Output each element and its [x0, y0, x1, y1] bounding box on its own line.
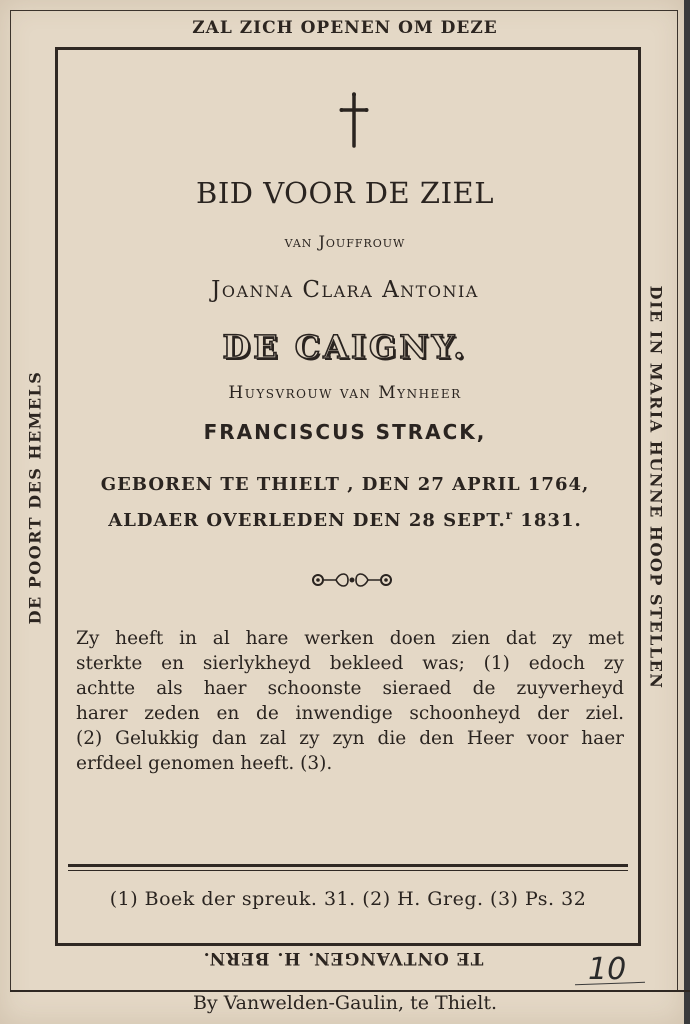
given-names: Joanna Clara Antonia — [211, 277, 479, 303]
line-van-jouffrouw: van Jouffrouw — [284, 232, 406, 251]
heading: BID VOOR DE ZIEL — [196, 176, 494, 210]
printer-imprint: By Vanwelden-Gaulin, te Thielt. — [192, 992, 498, 1014]
footnote-references: (1) Boek der spreuk. 31. (2) H. Greg. (3) Ps. 32 — [109, 888, 587, 910]
surname: DE CAIGNY. — [222, 328, 468, 366]
passage-line: achtte als haer schoonste sieraed de zuyverheyd — [76, 678, 624, 699]
passage-line: (2) Gelukkig dan zal zy zyn die den Heer voor haer — [76, 728, 624, 749]
border-text-right: DIE IN MARIA HUNNE HOOP STELLEN — [646, 285, 666, 690]
husband-name: FRANCISCUS STRACK, — [203, 420, 487, 444]
death-line-prefix: ALDAER OVERLEDEN DEN 28 SEPT. — [108, 510, 506, 531]
ornament-icon — [310, 570, 394, 590]
passage-line: harer zeden en de inwendige schoonheyd der ziel. — [76, 703, 624, 724]
passage-line: erfdeel genomen heeft. (3). — [76, 753, 333, 774]
death-line-year: 1831. — [513, 510, 582, 531]
border-text-bottom: TE ONTVANGEN. H. BERN. — [202, 948, 484, 968]
passage-line: Zy heeft in al hare werken doen zien dat zy met — [76, 628, 624, 649]
birth-line: GEBOREN TE THIELT , DEN 27 APRIL 1764, — [100, 474, 590, 495]
passage-line: sterkte en sierlykheyd bekleed was; (1) edoch zy — [76, 653, 624, 674]
divider-thin — [68, 870, 628, 871]
death-line — [55, 508, 635, 531]
wife-of-line: Huysvrouw van Mynheer — [228, 383, 462, 403]
death-line-superscript: r — [505, 508, 514, 522]
scripture-passage — [76, 626, 624, 776]
cross-icon — [336, 92, 372, 148]
border-text-left: DE POORT DES HEMELS — [25, 370, 45, 625]
handwritten-number: 10 — [588, 952, 627, 987]
divider-thick — [68, 864, 628, 867]
border-text-top: ZAL ZICH OPENEN OM DEZE — [192, 18, 498, 38]
